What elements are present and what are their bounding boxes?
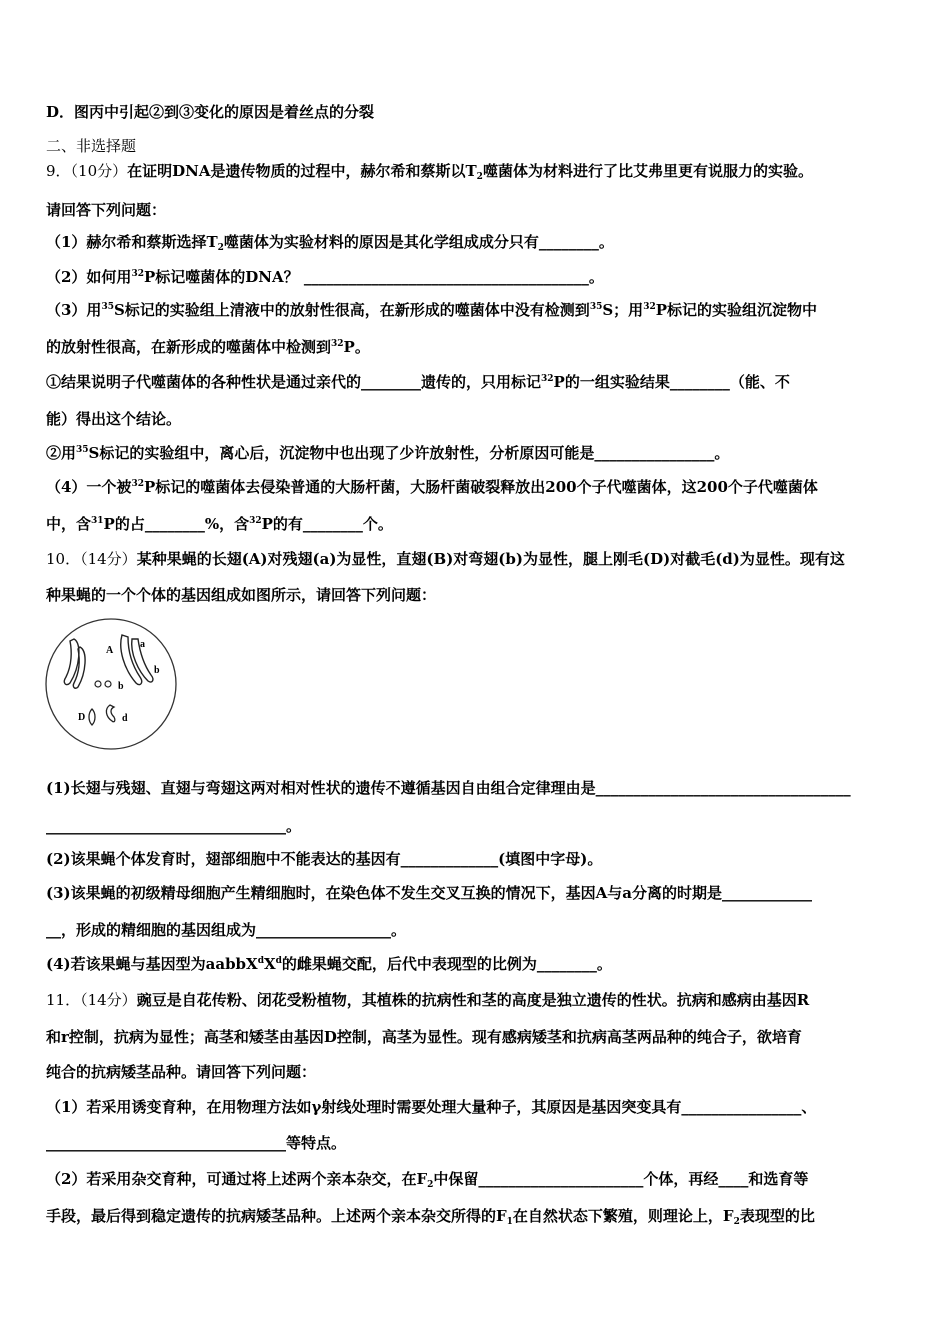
dot-chromosome-2 <box>105 681 111 687</box>
q9-part1: （1）赫尔希和蔡斯选择$T_2$噬菌体为实验材料的原因是其化学组成成分只有________。 <box>46 233 614 253</box>
q9-conclusion-1-cont: 能）得出这个结论。 <box>46 410 182 428</box>
dot-chromosome-1 <box>95 681 101 687</box>
gene-label-b-right: b <box>154 665 160 676</box>
q10-intro-cont: 种果蝇的一个个体的基因组成如图所示，请回答下列问题： <box>46 586 437 604</box>
q9-number: 9．（10分） <box>46 162 128 180</box>
q10-part2: (2)该果蝇个体发育时，翅部细胞中不能表达的基因有_____________(填图中字母)。 <box>46 850 603 868</box>
q11-part1-cont: ________________________________等特点。 <box>46 1134 347 1152</box>
q9-part3: （3）用$^{35}$S标记的实验组上清液中的放射性很高，在新形成的噬菌体中没有检测到$^{35}$S；用$^{32}$P标记的实验组沉淀物中 <box>46 301 817 319</box>
q10-part1-cont: ________________________________。 <box>46 817 302 835</box>
chromosome-figure <box>44 617 178 751</box>
q9-ask: 请回答下列问题： <box>46 201 167 219</box>
q11-number: 11．（14分） <box>46 991 137 1009</box>
q10-part3: (3)该果蝇的初级精母细胞产生精细胞时，在染色体不发生交叉互换的情况下，基因A与a分离的时期是____________ <box>46 884 812 902</box>
q11-intro-cont-1: 和r控制，抗病为显性；高茎和矮茎由基因D控制，高茎为显性。现有感病矮茎和抗病高茎两品种的纯合子，欲培育 <box>46 1028 802 1046</box>
sex-chromosome-y <box>106 705 114 722</box>
q9-part4: （4）一个被$^{32}$P标记的噬菌体去侵染普通的大肠杆菌，大肠杆菌破裂释放出200个子代噬菌体，这200个子代噬菌体 <box>46 478 818 496</box>
q11-intro: 11．（14分）豌豆是自花传粉、闭花受粉植物，其植株的抗病性和茎的高度是独立遗传的性状。抗病和感病由基因R <box>46 991 810 1009</box>
gene-label-d: d <box>122 713 128 724</box>
q11-part2: （2）若采用杂交育种，可通过将上述两个亲本杂交，在$F_2$中保留______________________个体，再经____和选育等 <box>46 1170 809 1190</box>
gene-label-b-lower: b <box>118 681 124 692</box>
q10-part3-cont: __，形成的精细胞的基因组成为__________________。 <box>46 921 407 939</box>
q9-conclusion-2: ②用$^{35}$S标记的实验组中，离心后，沉淀物中也出现了少许放射性，分析原因可能是________________。 <box>46 444 730 462</box>
option-d: D．图丙中引起②到③变化的原因是着丝点的分裂 <box>46 103 375 121</box>
q9-conclusion-1: ①结果说明子代噬菌体的各种性状是通过亲代的________遗传的，只用标记$^{32}$P的一组实验结果________（能、不 <box>46 373 790 391</box>
gene-label-A: A <box>106 645 114 656</box>
q11-part1: （1）若采用诱变育种，在用物理方法如γ射线处理时需要处理大量种子，其原因是基因突变具有________________、 <box>46 1098 817 1116</box>
q11-part2-cont: 手段，最后得到稳定遗传的抗病矮茎品种。上述两个亲本杂交所得的$F_1$在自然状态下繁殖，则理论上，$F_2$表现型的比 <box>46 1207 815 1227</box>
q10-intro: 10．（14分）某种果蝇的长翅(A)对残翅(a)为显性，直翅(B)对弯翅(b)为显性，腿上刚毛(D)对截毛(d)为显性。现有这 <box>46 550 845 568</box>
q9-part4-cont: 中，含$^{31}$P的占________%，含$^{32}$P的有________个。 <box>46 515 393 533</box>
q10-number: 10．（14分） <box>46 550 137 568</box>
q10-part1: (1)长翅与残翅、直翅与弯翅这两对相对性状的遗传不遵循基因自由组合定律理由是__________________________________ <box>46 779 851 797</box>
chromosome-left-2 <box>73 647 85 688</box>
section-title: 二、非选择题 <box>46 137 137 155</box>
q9-part3-cont: 的放射性很高，在新形成的噬菌体中检测到$^{32}$P。 <box>46 338 370 356</box>
q9-intro: 9．（10分）在证明DNA是遗传物质的过程中，赫尔希和蔡斯以$T_2$噬菌体为材料进行了比艾弗里更有说服力的实验。 <box>46 162 813 182</box>
q9-part2: （2）如何用$^{32}$P标记噬菌体的DNA？ ______________________________________。 <box>46 268 604 286</box>
q11-intro-cont-2: 纯合的抗病矮茎品种。请回答下列问题： <box>46 1063 317 1081</box>
sex-chromosome-x <box>89 709 95 725</box>
gene-label-D: D <box>78 712 86 723</box>
q10-part4: (4)若该果蝇与基因型为$aabbX^dX^d$的雌果蝇交配，后代中表现型的比例为________。 <box>46 955 612 973</box>
gene-label-a: a <box>140 639 145 650</box>
